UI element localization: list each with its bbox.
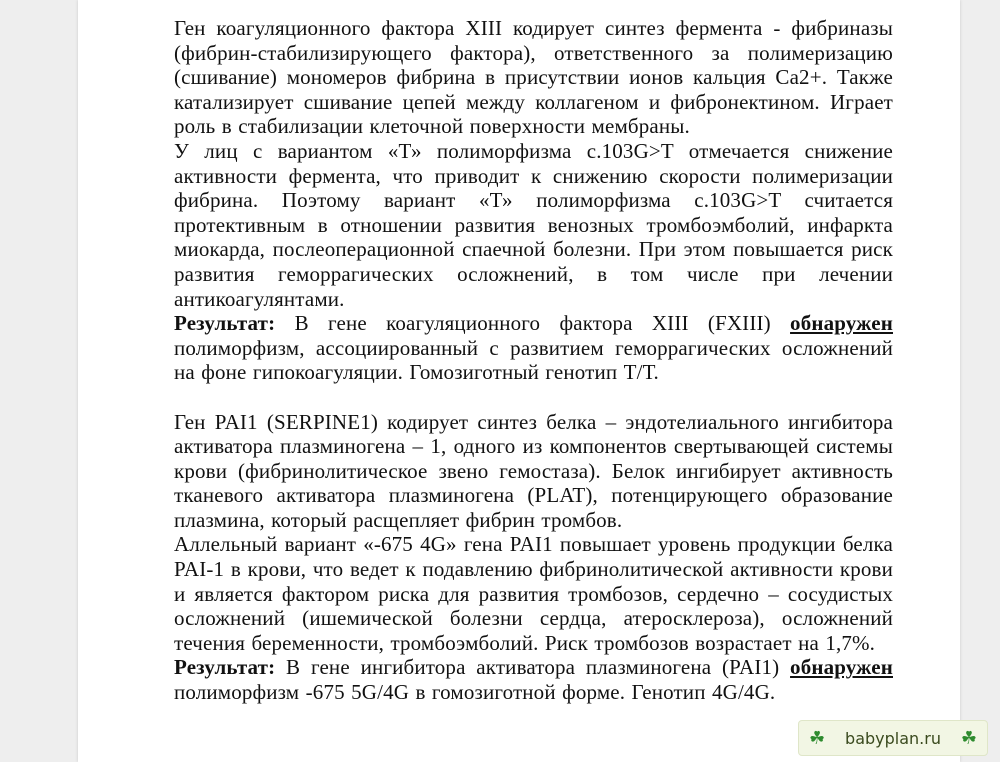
result-label: Результат: (174, 655, 276, 680)
document-page (78, 0, 960, 762)
result-text-pre: В гене коагуляционного фактора XIII (FXIII) (275, 311, 791, 336)
result-text-post: полиморфизм -675 5G/4G в гомозиготной форме. Генотип 4G/4G. (174, 680, 776, 705)
document-body (174, 16, 893, 705)
paragraph-gap (174, 385, 893, 410)
result-text-post: полиморфизм, ассоциированный с развитием геморрагических осложнений на фоне гипокоагуляции. Гомозиготный генотип Т/Т. (174, 335, 893, 385)
clover-icon: ☘ (809, 727, 826, 749)
fxiii-result (174, 311, 893, 385)
babyplan-watermark[interactable] (798, 720, 988, 756)
watermark-text: babyplan.ru (845, 728, 941, 748)
clover-icon: ☘ (960, 727, 977, 749)
result-label: Результат: (174, 311, 276, 336)
pai1-intro: Ген PAI1 (SERPINE1) кодирует синтез белка – эндотелиального ингибитора активатора плазминогена – 1, одного из компонентов свертывающей системы крови (фибринолитическое звено гемостаза). Белок ингибирует активность тканевого активатора плазминогена (PLAT), потенцирующего образование плазмина, который расщепляет фибрин тромбов. (174, 409, 893, 532)
result-text-pre: В гене ингибитора активатора плазминогена (PAI1) (275, 655, 791, 680)
pai1-variant: Аллельный вариант «-675 4G» гена PAI1 повышает уровень продукции белка PAI-1 в крови, что ведет к подавлению фибринолитической активности крови и является фактором риска для развития тромбозов, сердечно – сосудистых осложнений (ишемической болезни сердца, атеросклероза), осложнений течения беременности, тромбоэмболий. Риск тромбозов возрастает на 1,7%. (174, 532, 893, 655)
result-found-keyword: обнаружен (790, 311, 893, 336)
result-found-keyword: обнаружен (790, 655, 893, 680)
pai1-result (174, 655, 893, 704)
fxiii-variant: У лиц с вариантом «Т» полиморфизма c.103G>T отмечается снижение активности фермента, что приводит к снижению скорости полимеризации фибрина. Поэтому вариант «Т» полиморфизма c.103G>T считается протективным в отношении развития венозных тромбоэмболий, инфаркта миокарда, послеоперационной спаечной болезни. При этом повышается риск развития геморрагических осложнений, в том числе при лечении антикоагулянтами. (174, 138, 893, 311)
fxiii-intro: Ген коагуляционного фактора XIII кодирует синтез фермента - фибриназы (фибрин-стабилизирующего фактора), ответственного за полимеризацию (сшивание) мономеров фибрина в присутствии ионов кальция Са2+. Также катализирует сшивание цепей между коллагеном и фибронектином. Играет роль в стабилизации клеточной поверхности мембраны. (174, 16, 893, 139)
